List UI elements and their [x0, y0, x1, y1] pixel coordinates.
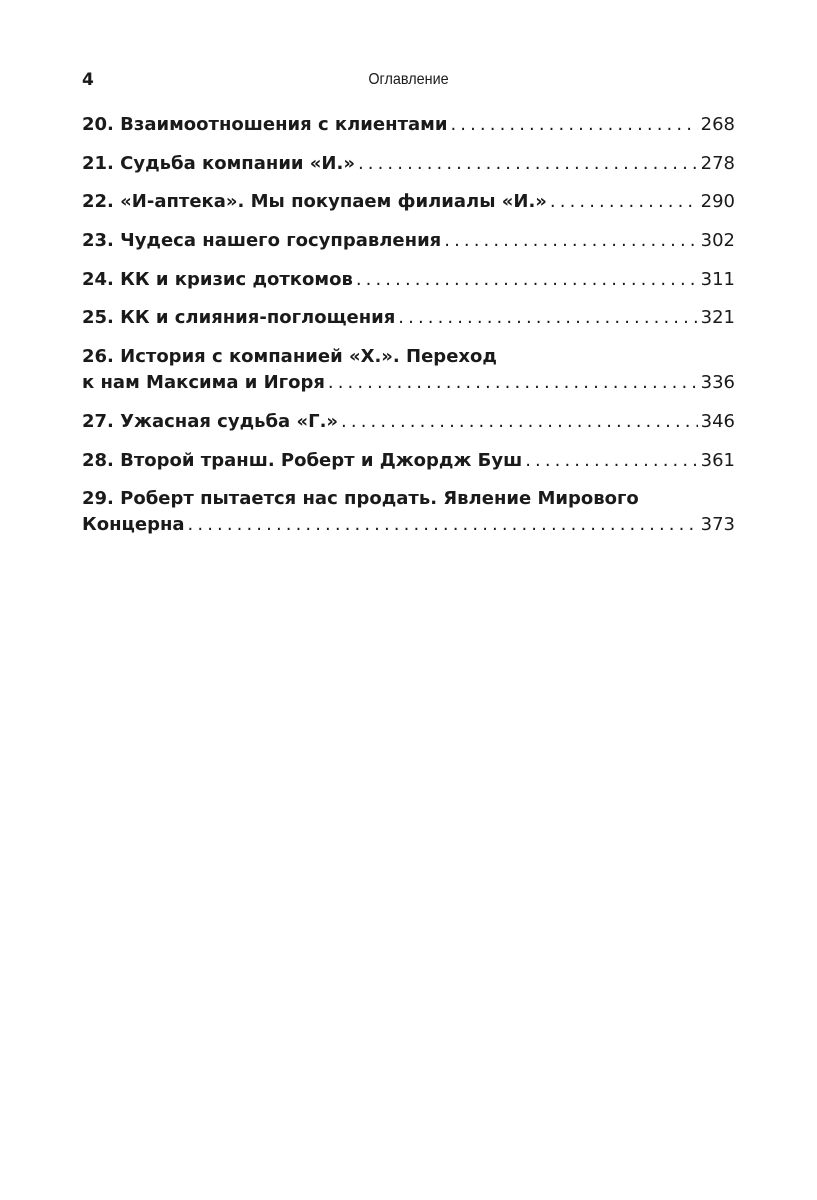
toc-entry-title: 23. Чудеса нашего госуправления — [82, 230, 442, 252]
toc-entry-page: 268 — [700, 114, 735, 135]
toc-row — [82, 151, 735, 177]
page-number: 4 — [82, 70, 94, 90]
toc-entry-page: 290 — [700, 191, 735, 213]
toc-entry-title: 21. Судьба компании «И.» — [82, 152, 355, 174]
toc-entry-page: 373 — [700, 514, 735, 536]
dot-leader — [341, 409, 698, 435]
page-header — [82, 70, 735, 96]
toc-entry-page: 278 — [700, 152, 735, 174]
toc-entry-title: 24. КК и кризис доткомов — [82, 268, 353, 290]
toc-row — [82, 512, 735, 538]
dot-leader — [398, 305, 697, 331]
toc-row — [82, 370, 735, 396]
toc-entry-title-line1: 29. Роберт пытается нас продать. Явление Мирового — [82, 488, 639, 510]
dot-leader — [525, 448, 697, 474]
running-title: Оглавление — [368, 71, 449, 88]
toc-row — [82, 112, 735, 138]
toc-entry-page: 321 — [700, 307, 735, 329]
toc-row — [82, 409, 735, 435]
toc-entry-title: 20. Взаимоотношения с клиентами — [82, 114, 448, 135]
toc-entry-title: 25. КК и слияния-поглощения — [82, 307, 396, 329]
toc-row — [82, 267, 735, 293]
toc-entry-title: 28. Второй транш. Роберт и Джордж Буш — [82, 449, 523, 471]
toc-entry-25 — [82, 305, 735, 331]
table-of-contents — [82, 112, 735, 551]
toc-entry-title: Концерна — [82, 514, 185, 536]
toc-entry-20 — [82, 112, 735, 138]
toc-entry-21 — [82, 151, 735, 177]
toc-row — [82, 448, 735, 474]
toc-entry-title: 22. «И-аптека». Мы покупаем филиалы «И.» — [82, 191, 547, 213]
dot-leader — [450, 112, 697, 138]
toc-entry-22 — [82, 189, 735, 215]
toc-row — [82, 189, 735, 215]
toc-entry-26 — [82, 344, 735, 396]
toc-entry-27 — [82, 409, 735, 435]
toc-entry-page: 336 — [700, 372, 735, 394]
dot-leader — [188, 512, 698, 538]
dot-leader — [328, 370, 698, 396]
toc-entry-page: 346 — [700, 410, 735, 432]
toc-entry-title-line1: 26. История с компанией «Х.». Переход — [82, 346, 497, 368]
toc-entry-28 — [82, 448, 735, 474]
toc-entry-title: 27. Ужасная судьба «Г.» — [82, 410, 339, 432]
dot-leader — [358, 151, 698, 177]
toc-entry-page: 361 — [700, 449, 735, 471]
toc-entry-29 — [82, 486, 735, 538]
toc-entry-title: к нам Максима и Игоря — [82, 372, 325, 394]
toc-row — [82, 228, 735, 254]
dot-leader — [444, 228, 697, 254]
toc-entry-23 — [82, 228, 735, 254]
dot-leader — [356, 267, 698, 293]
toc-entry-24 — [82, 267, 735, 293]
toc-entry-page: 311 — [700, 268, 735, 290]
dot-leader — [550, 189, 698, 215]
toc-entry-page: 302 — [700, 230, 735, 252]
toc-row — [82, 305, 735, 331]
